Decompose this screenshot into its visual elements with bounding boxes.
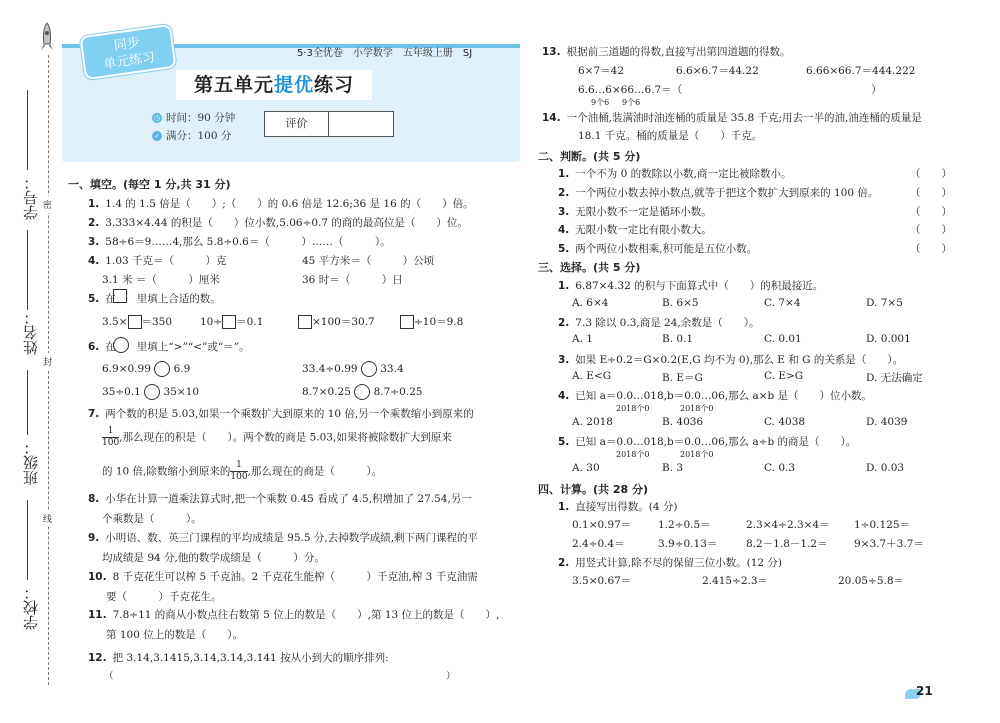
k1-r1-3: 2.3×4÷2.3×4＝: [746, 519, 830, 531]
frac-num-b: 1: [230, 460, 247, 472]
j4: 4. 无限小数一定比有限小数大。: [558, 224, 712, 236]
k2-2: 2.415÷2.3＝: [702, 575, 769, 587]
c2-opt-c[interactable]: C. 0.01: [764, 333, 802, 345]
q12a-text: 把 3.14,3.1415,3.14,3.14,3.141 按从小到大的顺序排列:: [112, 652, 389, 664]
q13b: 6.6×6.7＝44.22: [676, 65, 759, 77]
q10-line1: 10. 8 千克花生可以榨 5 千克油。2 千克花生能榨（ ）千克油,榨 3 千克油需: [88, 571, 478, 583]
q1: 1. 1.4 的 1.5 倍是（ ）;（ ）的 0.6 倍是 12.6;36 是 16 的（ ）倍。: [88, 198, 474, 210]
q6d-circle[interactable]: [354, 384, 370, 400]
q6c: [102, 384, 199, 400]
title-part-c: 练习: [314, 74, 355, 96]
c3: 3. 如果 E÷0.2＝G×0.2(E,G 均不为 0),那么 E 和 G 的关系是（ ）。: [558, 354, 904, 366]
k1-r2-2: 3.9÷0.13＝: [658, 538, 718, 550]
q2: 2. 3.333×4.44 的积是（ ）位小数,5.06÷0.7 的商的最高位是（ ）位。: [88, 217, 468, 229]
q7-line1: 7. 两个数的积是 5.03,如果一个乘数扩大到原来的 10 倍,另一个乘数缩小到原来的: [88, 408, 474, 420]
q7-line2: [102, 426, 452, 449]
q13-sub2: 9个6: [622, 98, 641, 107]
q8-line1: 8. 小华在计算一道乘法算式时,把一个乘数 0.45 看成了 4.5,积增加了 27.54,另一: [88, 493, 472, 505]
k1-r2-1: 2.4÷0.4＝: [572, 538, 625, 550]
frac-den-b: 100: [230, 472, 248, 482]
c1-opt-a[interactable]: A. 6×4: [572, 297, 609, 309]
c5-sub-a: 2018个0: [616, 450, 650, 459]
k1-r1-4: 1÷0.125＝: [854, 519, 911, 531]
q13a: 6×7＝42: [578, 65, 625, 77]
number-label: 学号：: [22, 175, 40, 220]
clock-icon: ◷: [153, 114, 161, 122]
q6a: [102, 361, 190, 377]
q8a-text: 小华在计算一道乘法算式时,把一个乘数 0.45 看成了 4.5,积增加了 27.54,另一: [105, 493, 472, 505]
q9-line1: 9. 小明语、数、英三门课程的平均成绩是 95.5 分,去掉数学成绩,剩下两门课程的平: [88, 532, 479, 544]
j5-answer[interactable]: （ ）: [910, 243, 952, 255]
section-4-title: 四、计算。(共 28 分): [538, 483, 649, 496]
page-title: [176, 70, 372, 100]
c2-opt-b[interactable]: B. 0.1: [662, 333, 694, 345]
c5-opt-d[interactable]: D. 0.03: [866, 462, 905, 474]
q14-line2: 18.1 千克。桶的质量是（ ）千克。: [578, 130, 763, 142]
q4a-text: 1.03 千克＝（ ）克: [105, 255, 227, 267]
c5-text: 已知 a＝0.0…018,b＝0.0…06,那么 a÷b 的商是（ ）。: [575, 436, 857, 448]
k1-r1-2: 1.2÷0.5＝: [658, 519, 711, 531]
q5d-box[interactable]: [400, 315, 414, 329]
q5c-box[interactable]: [298, 315, 312, 329]
seal-feng: 封: [43, 353, 52, 370]
seal-mi: 密: [43, 196, 52, 213]
section-3-title: 三、选择。(共 5 分): [538, 261, 641, 274]
k2: 2. 用竖式计算,除不尽的保留三位小数。(12 分): [558, 557, 783, 569]
q5a-box[interactable]: [128, 315, 142, 329]
q6-text: 在 里填上“>”“<”或“＝”。: [105, 341, 250, 353]
title-highlight: 提优: [273, 74, 314, 96]
frac-num: 1: [102, 426, 119, 438]
c4-opt-a[interactable]: A. 2018: [572, 416, 613, 428]
j2-answer[interactable]: （ ）: [910, 187, 952, 199]
school-label: 学校：: [22, 585, 40, 630]
q13c: 6.66×66.7＝444.222: [806, 65, 916, 77]
j4-text: 无限小数一定比有限小数大。: [575, 224, 712, 236]
q7c-text: 的 10 倍,除数缩小到原来的: [102, 465, 231, 478]
q6c-post: 35×10: [163, 386, 200, 398]
q7d-text: ,那么现在的商是（ ）。: [247, 465, 383, 478]
c4: 4. 已知 a＝0.0…018,b＝0.0…06,那么 a×b 是（ ）位小数。: [558, 390, 873, 402]
q7-line3: [102, 460, 382, 483]
c4-text: 已知 a＝0.0…018,b＝0.0…06,那么 a×b 是（ ）位小数。: [575, 390, 873, 402]
k2-text: 用竖式计算,除不尽的保留三位小数。(12 分): [575, 557, 783, 569]
c4-sub-a: 2018个0: [616, 404, 650, 413]
c1: 1. 6.87×4.32 的积与下面算式中（ ）的积最接近。: [558, 280, 824, 292]
q1-text: 1.4 的 1.5 倍是（ ）;（ ）的 0.6 倍是 12.6;36 是 16 的（ ）倍。: [105, 198, 474, 210]
q6: 6. 在 里填上“>”“<”或“＝”。: [88, 341, 250, 353]
q4c: 3.1 米 ＝（ ）厘米: [102, 274, 220, 286]
c4-sub-b: 2018个0: [680, 404, 714, 413]
c2-text: 7.3 除以 0.3,商是 24,余数是（ ）。: [575, 317, 760, 329]
q5c: [298, 314, 375, 329]
k1-r2-3: 8.2－1.8－1.2＝: [746, 538, 828, 550]
q11-line2: 第 100 位上的数是（ ）。: [106, 629, 243, 641]
q4d: 36 时＝（ ）日: [302, 274, 403, 286]
q2-text: 3.333×4.44 的积是（ ）位小数,5.06÷0.7 的商的最高位是（ ）位。: [105, 217, 468, 229]
c2: 2. 7.3 除以 0.3,商是 24,余数是（ ）。: [558, 317, 760, 329]
series-meta: 5·3全优卷 小学数学 五年级上册 SJ: [297, 48, 473, 59]
binding-dashed-line: [48, 55, 49, 685]
q12-line2: （ ）: [104, 671, 456, 682]
j1-answer[interactable]: （ ）: [910, 168, 952, 180]
q3: 3. 58÷6＝9……4,那么 5.8÷0.6＝（ ）……（ ）。: [88, 236, 391, 248]
q6b-pre: 33.4÷0.99: [302, 363, 358, 375]
q4b: 45 平方米＝（ ）公顷: [302, 255, 435, 267]
q12-line1: 12. 把 3.14,3.1415,3.14,3.14,3.141 按从小到大的顺序排列:: [88, 652, 389, 664]
c1-opt-b[interactable]: B. 6×5: [662, 297, 699, 309]
page-number: 21: [916, 684, 933, 698]
q6a-pre: 6.9×0.99: [102, 363, 151, 375]
c3-text: 如果 E÷0.2＝G×0.2(E,G 均不为 0),那么 E 和 G 的关系是（ ）。: [575, 354, 904, 366]
q6d: [302, 384, 422, 400]
q6c-circle[interactable]: [144, 384, 160, 400]
c1-text: 6.87×4.32 的积与下面算式中（ ）的积最接近。: [575, 280, 824, 292]
section-1-title: 一、填空。(每空 1 分,共 31 分): [68, 178, 231, 191]
c2-opt-d[interactable]: D. 0.001: [866, 333, 911, 345]
rocket-icon: [40, 22, 54, 52]
score-info: [152, 128, 231, 143]
q13: 13. 根据前三道题的得数,直接写出第四道题的得数。: [542, 46, 791, 58]
name-line: [27, 230, 28, 310]
j2-text: 一个两位小数去掉小数点,就等于把这个数扩大到原来的 100 倍。: [575, 187, 879, 199]
score-text: 满分：100 分: [166, 130, 232, 142]
c3-opt-d[interactable]: D. 无法确定: [866, 372, 923, 384]
k1: 1. 直接写出得数。(4 分): [558, 501, 678, 513]
q5b-post: ＝0.1: [236, 316, 264, 328]
class-line: [27, 370, 28, 435]
fraction-1-100: [102, 426, 119, 449]
q6a-circle[interactable]: [154, 361, 170, 377]
k1-text: 直接写出得数。(4 分): [575, 501, 678, 513]
j1: 1. 一个不为 0 的数除以小数,商一定比被除数小。: [558, 168, 792, 180]
q6a-post: 6.9: [173, 363, 191, 375]
c5: 5. 已知 a＝0.0…018,b＝0.0…06,那么 a÷b 的商是（ ）。: [558, 436, 857, 448]
q11-line1: 11. 7.8÷11 的商从小数点往右数第 5 位上的数是（ ）,第 13 位上的数是（ ）,: [88, 609, 500, 621]
q3-text: 58÷6＝9……4,那么 5.8÷0.6＝（ ）……（ ）。: [105, 236, 391, 248]
time-text: 时间：90 分钟: [166, 112, 236, 124]
c4-opt-d[interactable]: D. 4039: [866, 416, 908, 428]
badge-line1: 同步: [113, 35, 141, 54]
j2: 2. 一个两位小数去掉小数点,就等于把这个数扩大到原来的 100 倍。: [558, 187, 879, 199]
q6-circle-sample: [113, 337, 129, 353]
fraction-1-100-b: [230, 460, 247, 483]
c5-opt-b[interactable]: B. 3: [662, 462, 684, 474]
q5b-box[interactable]: [222, 315, 236, 329]
q5: 5. 在 里填上合适的数。: [88, 293, 221, 305]
c3-opt-c[interactable]: C. E>G: [764, 370, 804, 382]
j3-text: 无限小数不一定是循环小数。: [575, 206, 712, 218]
name-label: 姓名：: [22, 310, 40, 355]
c5-opt-c[interactable]: C. 0.3: [764, 462, 796, 474]
k1-r2-4: 9×3.7＋3.7＝: [854, 538, 924, 550]
q13-sub1: 9个6: [591, 98, 610, 107]
section-2-title: 二、判断。(共 5 分): [538, 150, 641, 163]
j5-text: 两个两位小数相乘,积可能是五位小数。: [575, 243, 758, 255]
q6d-post: 8.7÷0.25: [373, 386, 423, 398]
class-label: 班级：: [22, 440, 40, 485]
q10-line2: 要（ ）千克花生。: [106, 591, 222, 603]
q4a: 4. 1.03 千克＝（ ）克: [88, 255, 227, 267]
q8-line2: 个乘数是（ ）。: [102, 513, 202, 525]
q5a: [102, 314, 172, 329]
j3-answer[interactable]: （ ）: [910, 206, 952, 218]
c5-opt-a[interactable]: A. 30: [572, 462, 600, 474]
q5a-post: ＝350: [141, 316, 173, 328]
j5: 5. 两个两位小数相乘,积可能是五位小数。: [558, 243, 758, 255]
q13d: 6.6…6×66…6.7＝（ ）: [578, 84, 882, 96]
number-line: [27, 90, 28, 170]
j1-text: 一个不为 0 的数除以小数,商一定比被除数小。: [575, 168, 792, 180]
check-icon: ✓: [152, 131, 162, 141]
q6b-post: 33.4: [380, 363, 404, 375]
c3-opt-b[interactable]: B. E＝G: [662, 372, 703, 384]
q6d-pre: 8.7×0.25: [302, 386, 351, 398]
badge-line2: 单元练习: [102, 50, 157, 73]
q7b-text: ,那么现在的积是（ ）。两个数的商是 5.03,如果将被除数扩大到原来: [119, 431, 452, 444]
q5c-post: ×100＝30.7: [312, 316, 375, 328]
q14a-text: 一个油桶,装满油时油连桶的质量是 35.8 千克;用去一半的油,油连桶的质量是: [566, 112, 922, 124]
q11a-text: 7.8÷11 的商从小数点往右数第 5 位上的数是（ ）,第 13 位上的数是（ ）,: [112, 609, 500, 621]
q10a-text: 8 千克花生可以榨 5 千克油。2 千克花生能榨（ ）千克油,榨 3 千克油需: [112, 571, 478, 583]
q6b: [302, 361, 404, 377]
k2-1: 3.5×0.67＝: [572, 575, 632, 587]
q14-line1: 14. 一个油桶,装满油时油连桶的质量是 35.8 千克;用去一半的油,油连桶的质量是: [542, 112, 922, 124]
k2-3: 20.05÷5.8＝: [838, 575, 905, 587]
j3: 3. 无限小数不一定是循环小数。: [558, 206, 712, 218]
k1-r1-1: 0.1×0.97＝: [572, 519, 632, 531]
q6c-pre: 35÷0.1: [102, 386, 141, 398]
seal-xian: 线: [43, 510, 52, 527]
q5b-pre: 10÷: [200, 316, 223, 328]
q5-box-sample: [113, 289, 127, 303]
q9-line2: 均成绩是 94 分,他的数学成绩是（ ）分。: [102, 552, 325, 564]
q7a-text: 两个数的积是 5.03,如果一个乘数扩大到原来的 10 倍,另一个乘数缩小到原来的: [105, 408, 474, 420]
c4-opt-b[interactable]: B. 4036: [662, 416, 704, 428]
c4-opt-c[interactable]: C. 4038: [764, 416, 806, 428]
school-line: [27, 500, 28, 580]
q5a-pre: 3.5×: [102, 316, 128, 328]
c3-opt-a[interactable]: A. E<G: [572, 370, 612, 382]
c5-sub-b: 2018个0: [680, 450, 714, 459]
time-info: [152, 110, 235, 125]
q13-text: 根据前三道题的得数,直接写出第四道题的得数。: [566, 46, 791, 58]
q5-text: 在 里填上合适的数。: [105, 293, 221, 305]
c2-opt-a[interactable]: A. 1: [572, 333, 593, 345]
c1-opt-d[interactable]: D. 7×5: [866, 297, 903, 309]
q6b-circle[interactable]: [361, 361, 377, 377]
evaluation-box: [264, 111, 394, 137]
c1-opt-c[interactable]: C. 7×4: [764, 297, 801, 309]
eval-label: 评价: [265, 112, 329, 136]
j4-answer[interactable]: （ ）: [910, 224, 952, 236]
q5b: [200, 314, 263, 329]
frac-den: 100: [102, 438, 120, 448]
q9a-text: 小明语、数、英三门课程的平均成绩是 95.5 分,去掉数学成绩,剩下两门课程的平: [105, 532, 479, 544]
q5d-post: ÷10＝9.8: [414, 316, 464, 328]
q5d: [400, 314, 463, 329]
title-part-a: 第五单元: [193, 74, 274, 96]
